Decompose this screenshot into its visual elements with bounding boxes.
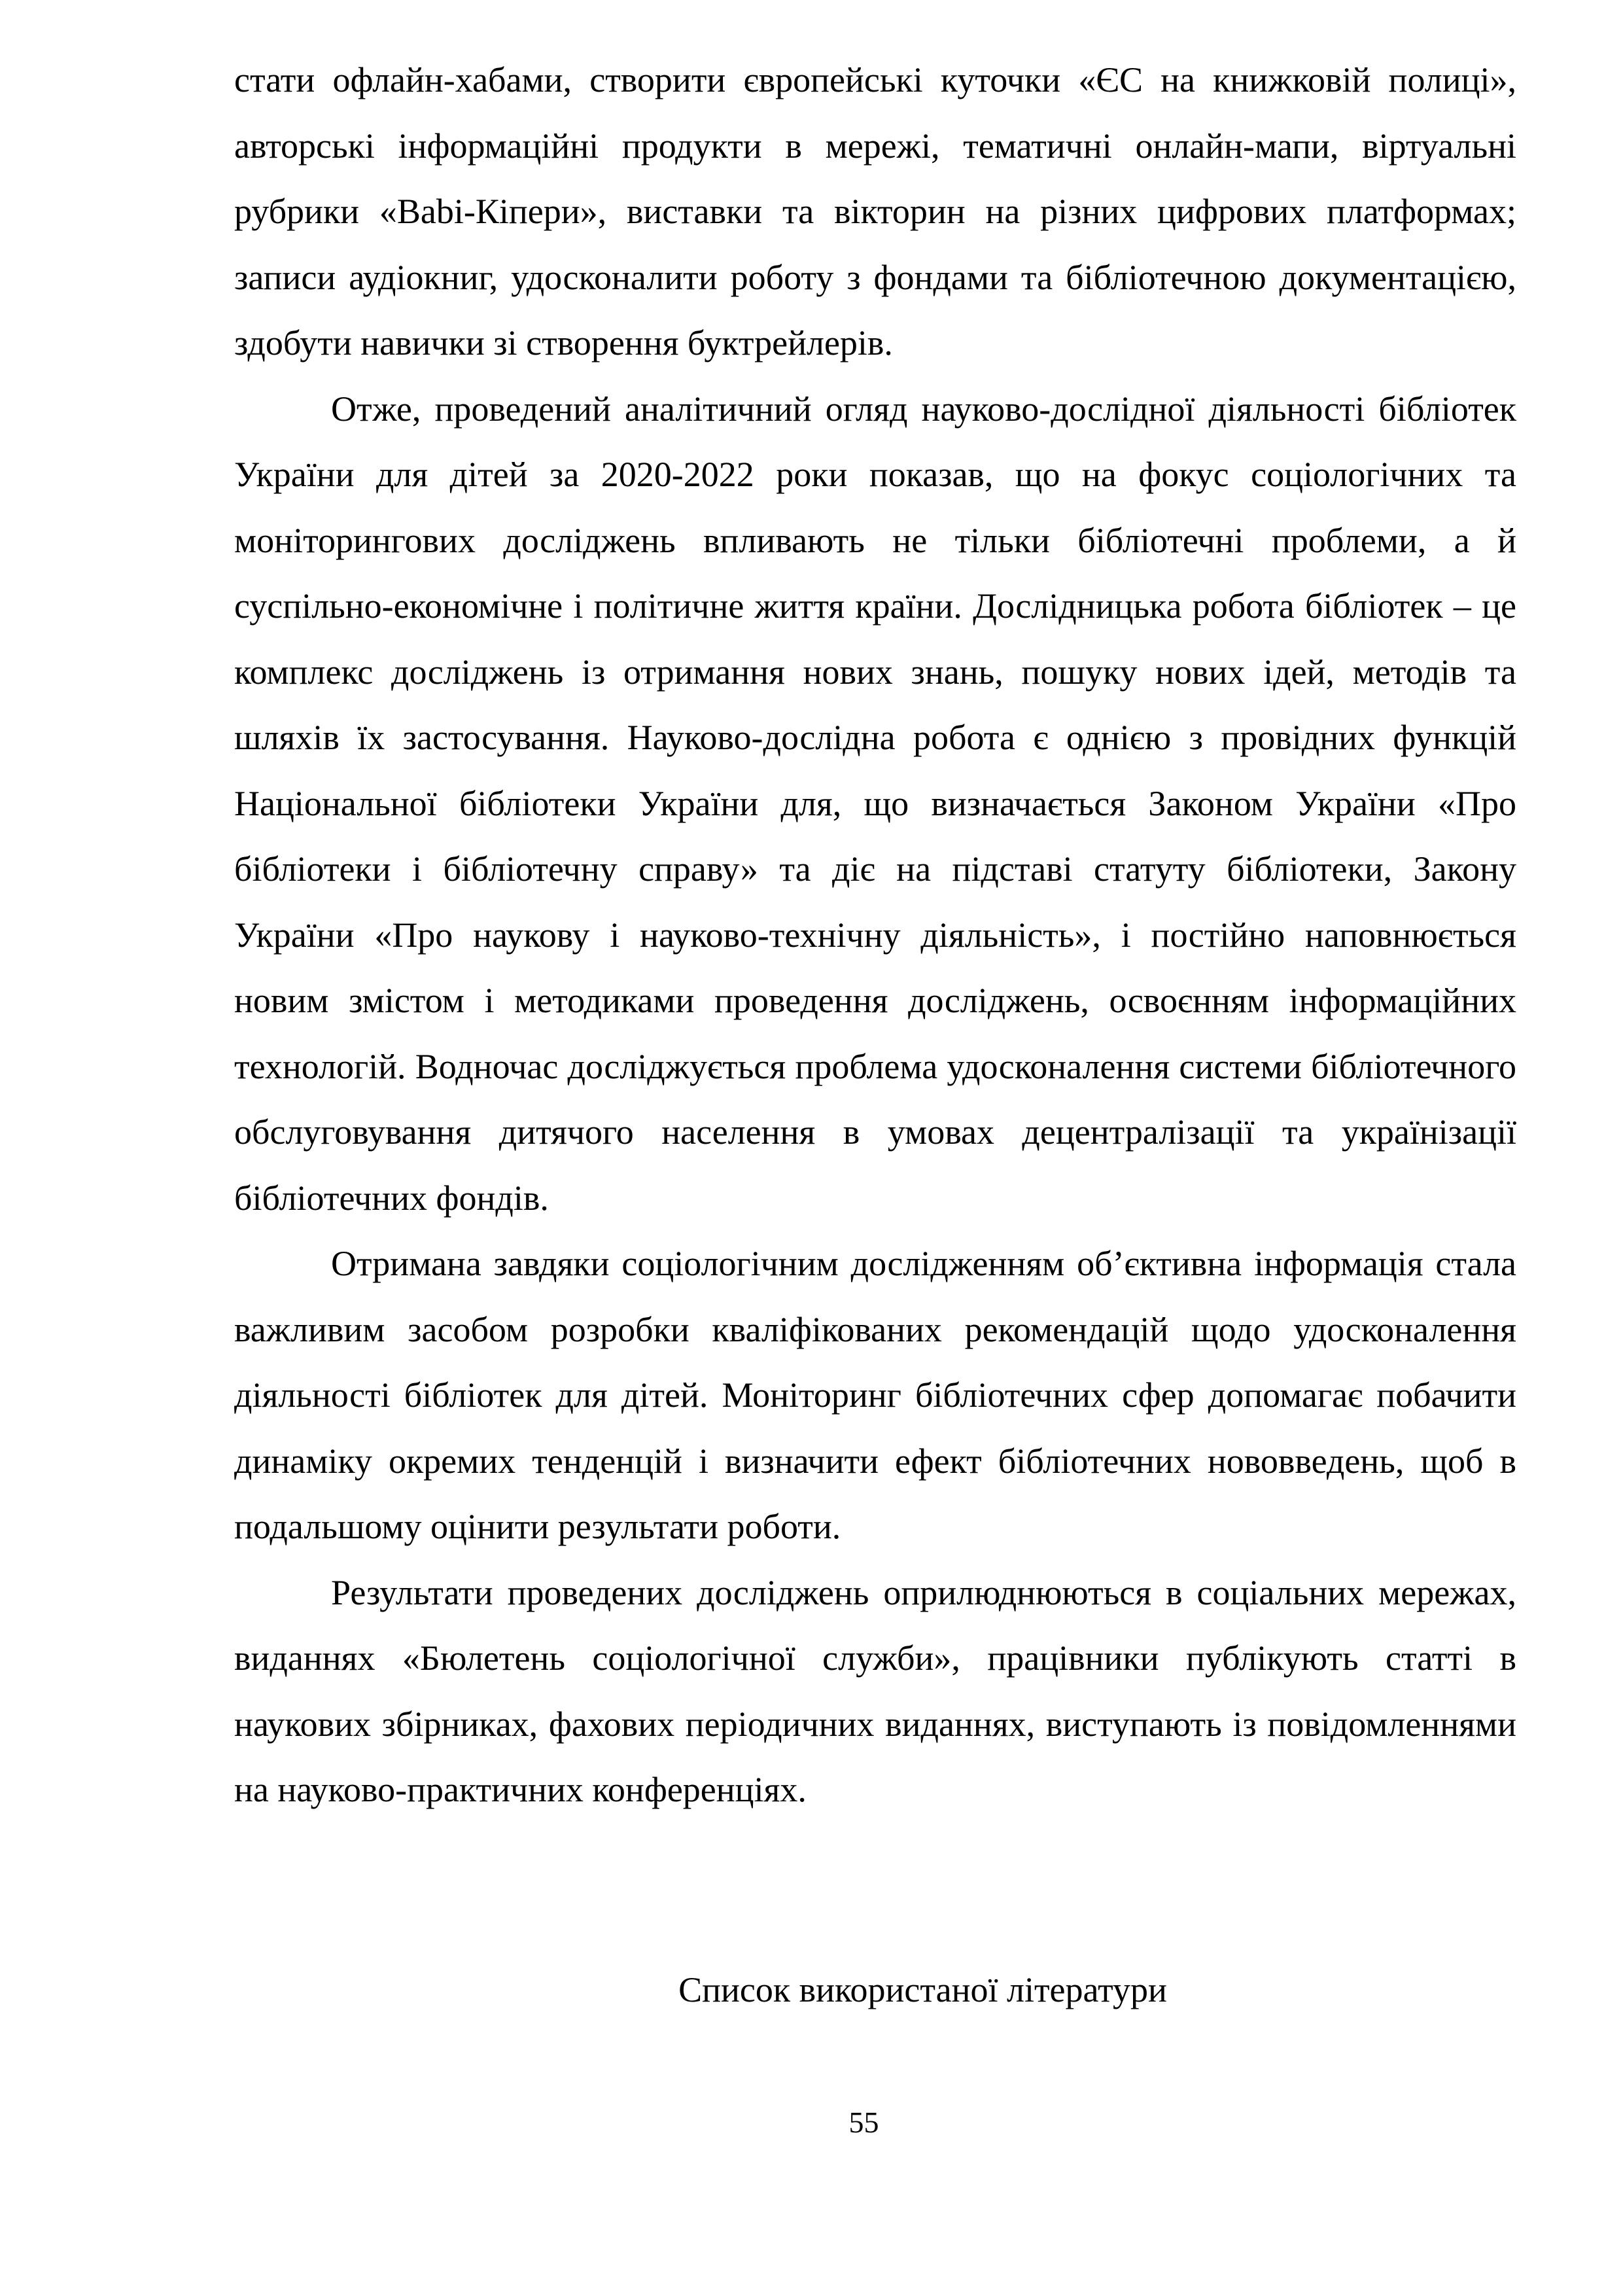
bibliography-heading: Список використаної літератури bbox=[678, 1970, 1167, 2009]
paragraph-continuation: стати офлайн-хабами, створити європейські куточки «ЄС на книжковій полиці», авторські інформаційні продукти в мережі, тематичні онлайн-мапи, віртуальні рубрики «Babі-Кіпери», виставки та вікторин на різних цифрових платформах; записи аудіокниг, удосконалити роботу з фондами та бібліотечною документацією, здобути навички зі створення буктрейлерів. bbox=[234, 60, 1516, 362]
body-text bbox=[234, 47, 1516, 1823]
paragraph-analysis-summary: Отже, проведений аналітичний огляд науково-дослідної діяльності бібліотек України для дітей за 2020-2022 роки показав, що на фокус соціологічних та моніторингових досліджень впливають не тільки бібліотечні проблеми, а й суспільно-економічне і політичне життя країни. Дослідницька робота бібліотек – це комплекс досліджень із отримання нових знань, пошуку нових ідей, методів та шляхів їх застосування. Науково-дослідна робота є однією з провідних функцій Національної бібліотеки України для, що визначається Законом України «Про бібліотеки і бібліотечну справу» та діє на підставі статуту бібліотеки, Закону України «Про наукову і науково-технічну діяльність», і постійно наповнюється новим змістом і методиками проведення досліджень, освоєнням інформаційних технологій. Водночас досліджується проблема удосконалення системи бібліотечного обслуговування дитячого населення в умовах децентралізації та українізації бібліотечних фондів. bbox=[234, 389, 1516, 1218]
page-number: 55 bbox=[848, 2106, 879, 2139]
paragraph-research-results: Результати проведених досліджень оприлюднюються в соціальних мережах, виданнях «Бюлетень соціологічної служби», працівники публікують статті в наукових збірниках, фахових періодичних виданнях, виступають із повідомленнями на науково-практичних конференціях. bbox=[234, 1572, 1516, 1809]
paragraph-sociological-research: Отримана завдяки соціологічним дослідженням об’єктивна інформація стала важливим засобом розробки кваліфікованих рекомендацій щодо удосконалення діяльності бібліотек для дітей. Моніторинг бібліотечних сфер допомагає побачити динаміку окремих тенденцій і визначити ефект бібліотечних нововведень, щоб в подальшому оцінити результати роботи. bbox=[234, 1244, 1516, 1546]
